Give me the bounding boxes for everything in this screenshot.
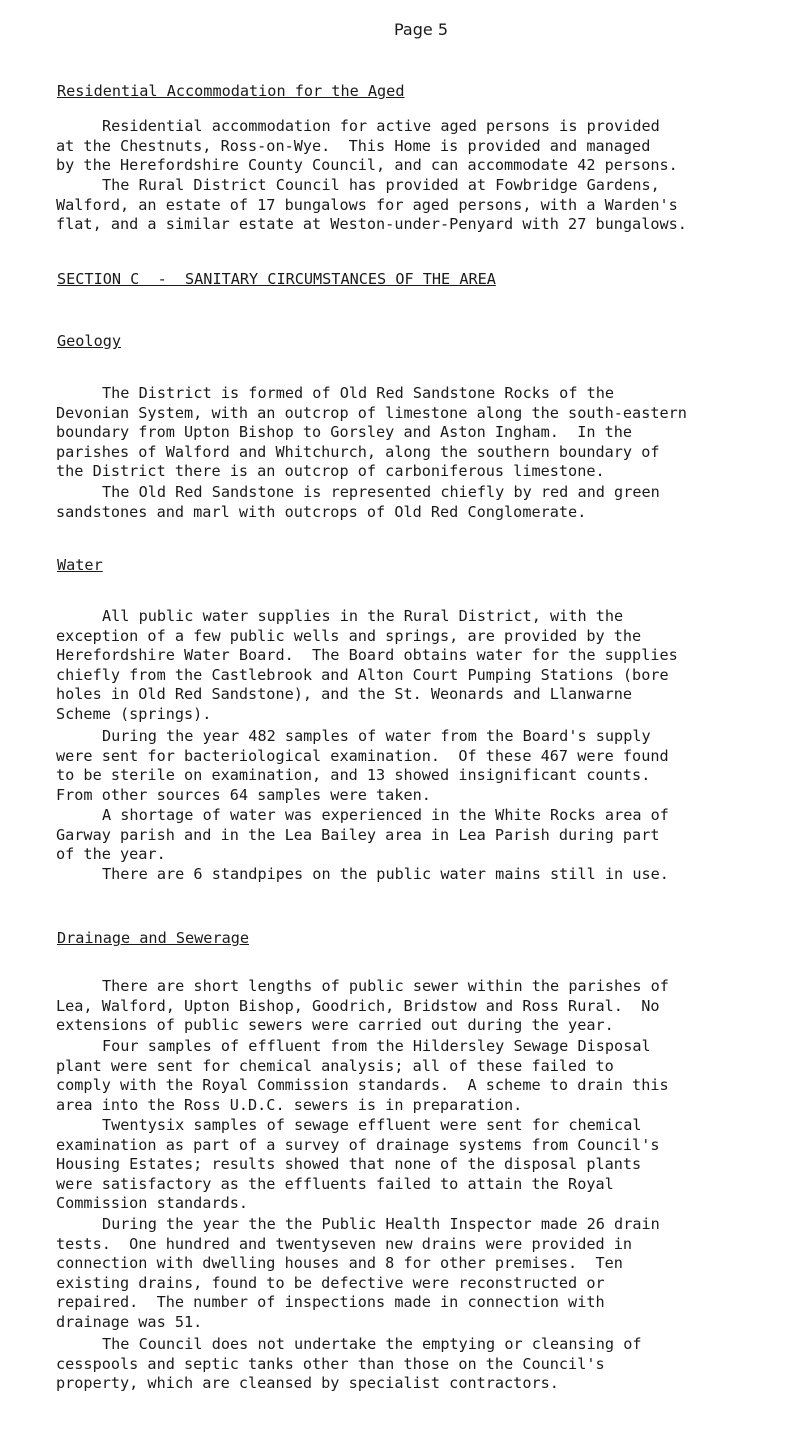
page-number: Page 5 bbox=[394, 20, 448, 39]
drainage-paragraph-2: Four samples of effluent from the Hildersley Sewage Disposal plant were sent for chemical analysis; all of these failed to comply with the Royal Commission standards. A scheme to drain this area into the Ross U.D.C. sewers is in preparation. bbox=[56, 1037, 669, 1114]
geology-paragraph-2: The Old Red Sandstone is represented chiefly by red and green sandstones and marl with outcrops of Old Red Conglomerate. bbox=[56, 483, 660, 521]
residential-paragraph-1: Residential accommodation for active aged persons is provided at the Chestnuts, Ross-on-Wye. This Home is provided and managed by the Herefordshire County Council, and can accommodate 42 persons. bbox=[56, 117, 678, 175]
water-paragraph-1: All public water supplies in the Rural District, with the exception of a few public wells and springs, are provided by the Herefordshire Water Board. The Board obtains water for the supplies chiefly from the Castlebrook and Alton Court Pumping Stations (bore holes in Old Red Sandstone), and the St. Weonards and Llanwarne Scheme (springs). bbox=[56, 607, 678, 723]
section-c-heading: SECTION C - SANITARY CIRCUMSTANCES OF THE AREA bbox=[57, 270, 496, 288]
water-paragraph-3: A shortage of water was experienced in the White Rocks area of Garway parish and in the Lea Bailey area in Lea Parish during part of the year. bbox=[56, 806, 669, 864]
geology-heading: Geology bbox=[57, 332, 122, 350]
water-paragraph-2: During the year 482 samples of water from the Board's supply were sent for bacteriological examination. Of these 467 were found to be sterile on examination, and 13 showed insignificant counts. From other sources 64 samples were taken. bbox=[56, 727, 669, 804]
drainage-paragraph-1: There are short lengths of public sewer within the parishes of Lea, Walford, Upton Bishop, Goodrich, Bridstow and Ross Rural. No extensions of public sewers were carried out during the year. bbox=[56, 977, 669, 1035]
geology-paragraph-1: The District is formed of Old Red Sandstone Rocks of the Devonian System, with an outcrop of limestone along the south-eastern boundary from Upton Bishop to Gorsley and Aston Ingham. In the parishes of Walford and Whitchurch, along the southern boundary of the District there is an outcrop of carboniferous limestone. bbox=[56, 384, 687, 481]
drainage-paragraph-4: During the year the the Public Health Inspector made 26 drain tests. One hundred and twentyseven new drains were provided in connection with dwelling houses and 8 for other premises. Ten existing drains, found to be defective were reconstructed or repaired. The number of inspections made in connection with drainage was 51. bbox=[56, 1215, 660, 1331]
water-heading: Water bbox=[57, 556, 103, 574]
water-paragraph-4: There are 6 standpipes on the public water mains still in use. bbox=[102, 865, 669, 883]
drainage-paragraph-3: Twentysix samples of sewage effluent were sent for chemical examination as part of a survey of drainage systems from Council's Housing Estates; results showed that none of the disposal plants were satisfactory as the effluents failed to attain the Royal Commission standards. bbox=[56, 1116, 660, 1213]
residential-accommodation-heading: Residential Accommodation for the Aged bbox=[57, 82, 405, 100]
residential-paragraph-2: The Rural District Council has provided at Fowbridge Gardens, Walford, an estate of 17 bungalows for aged persons, with a Warden's flat, and a similar estate at Weston-under-Penyard with 27 bungalows. bbox=[56, 176, 687, 234]
drainage-paragraph-5: The Council does not undertake the emptying or cleansing of cesspools and septic tanks other than those on the Council's property, which are cleansed by specialist contractors. bbox=[56, 1335, 642, 1393]
drainage-heading: Drainage and Sewerage bbox=[57, 929, 250, 947]
